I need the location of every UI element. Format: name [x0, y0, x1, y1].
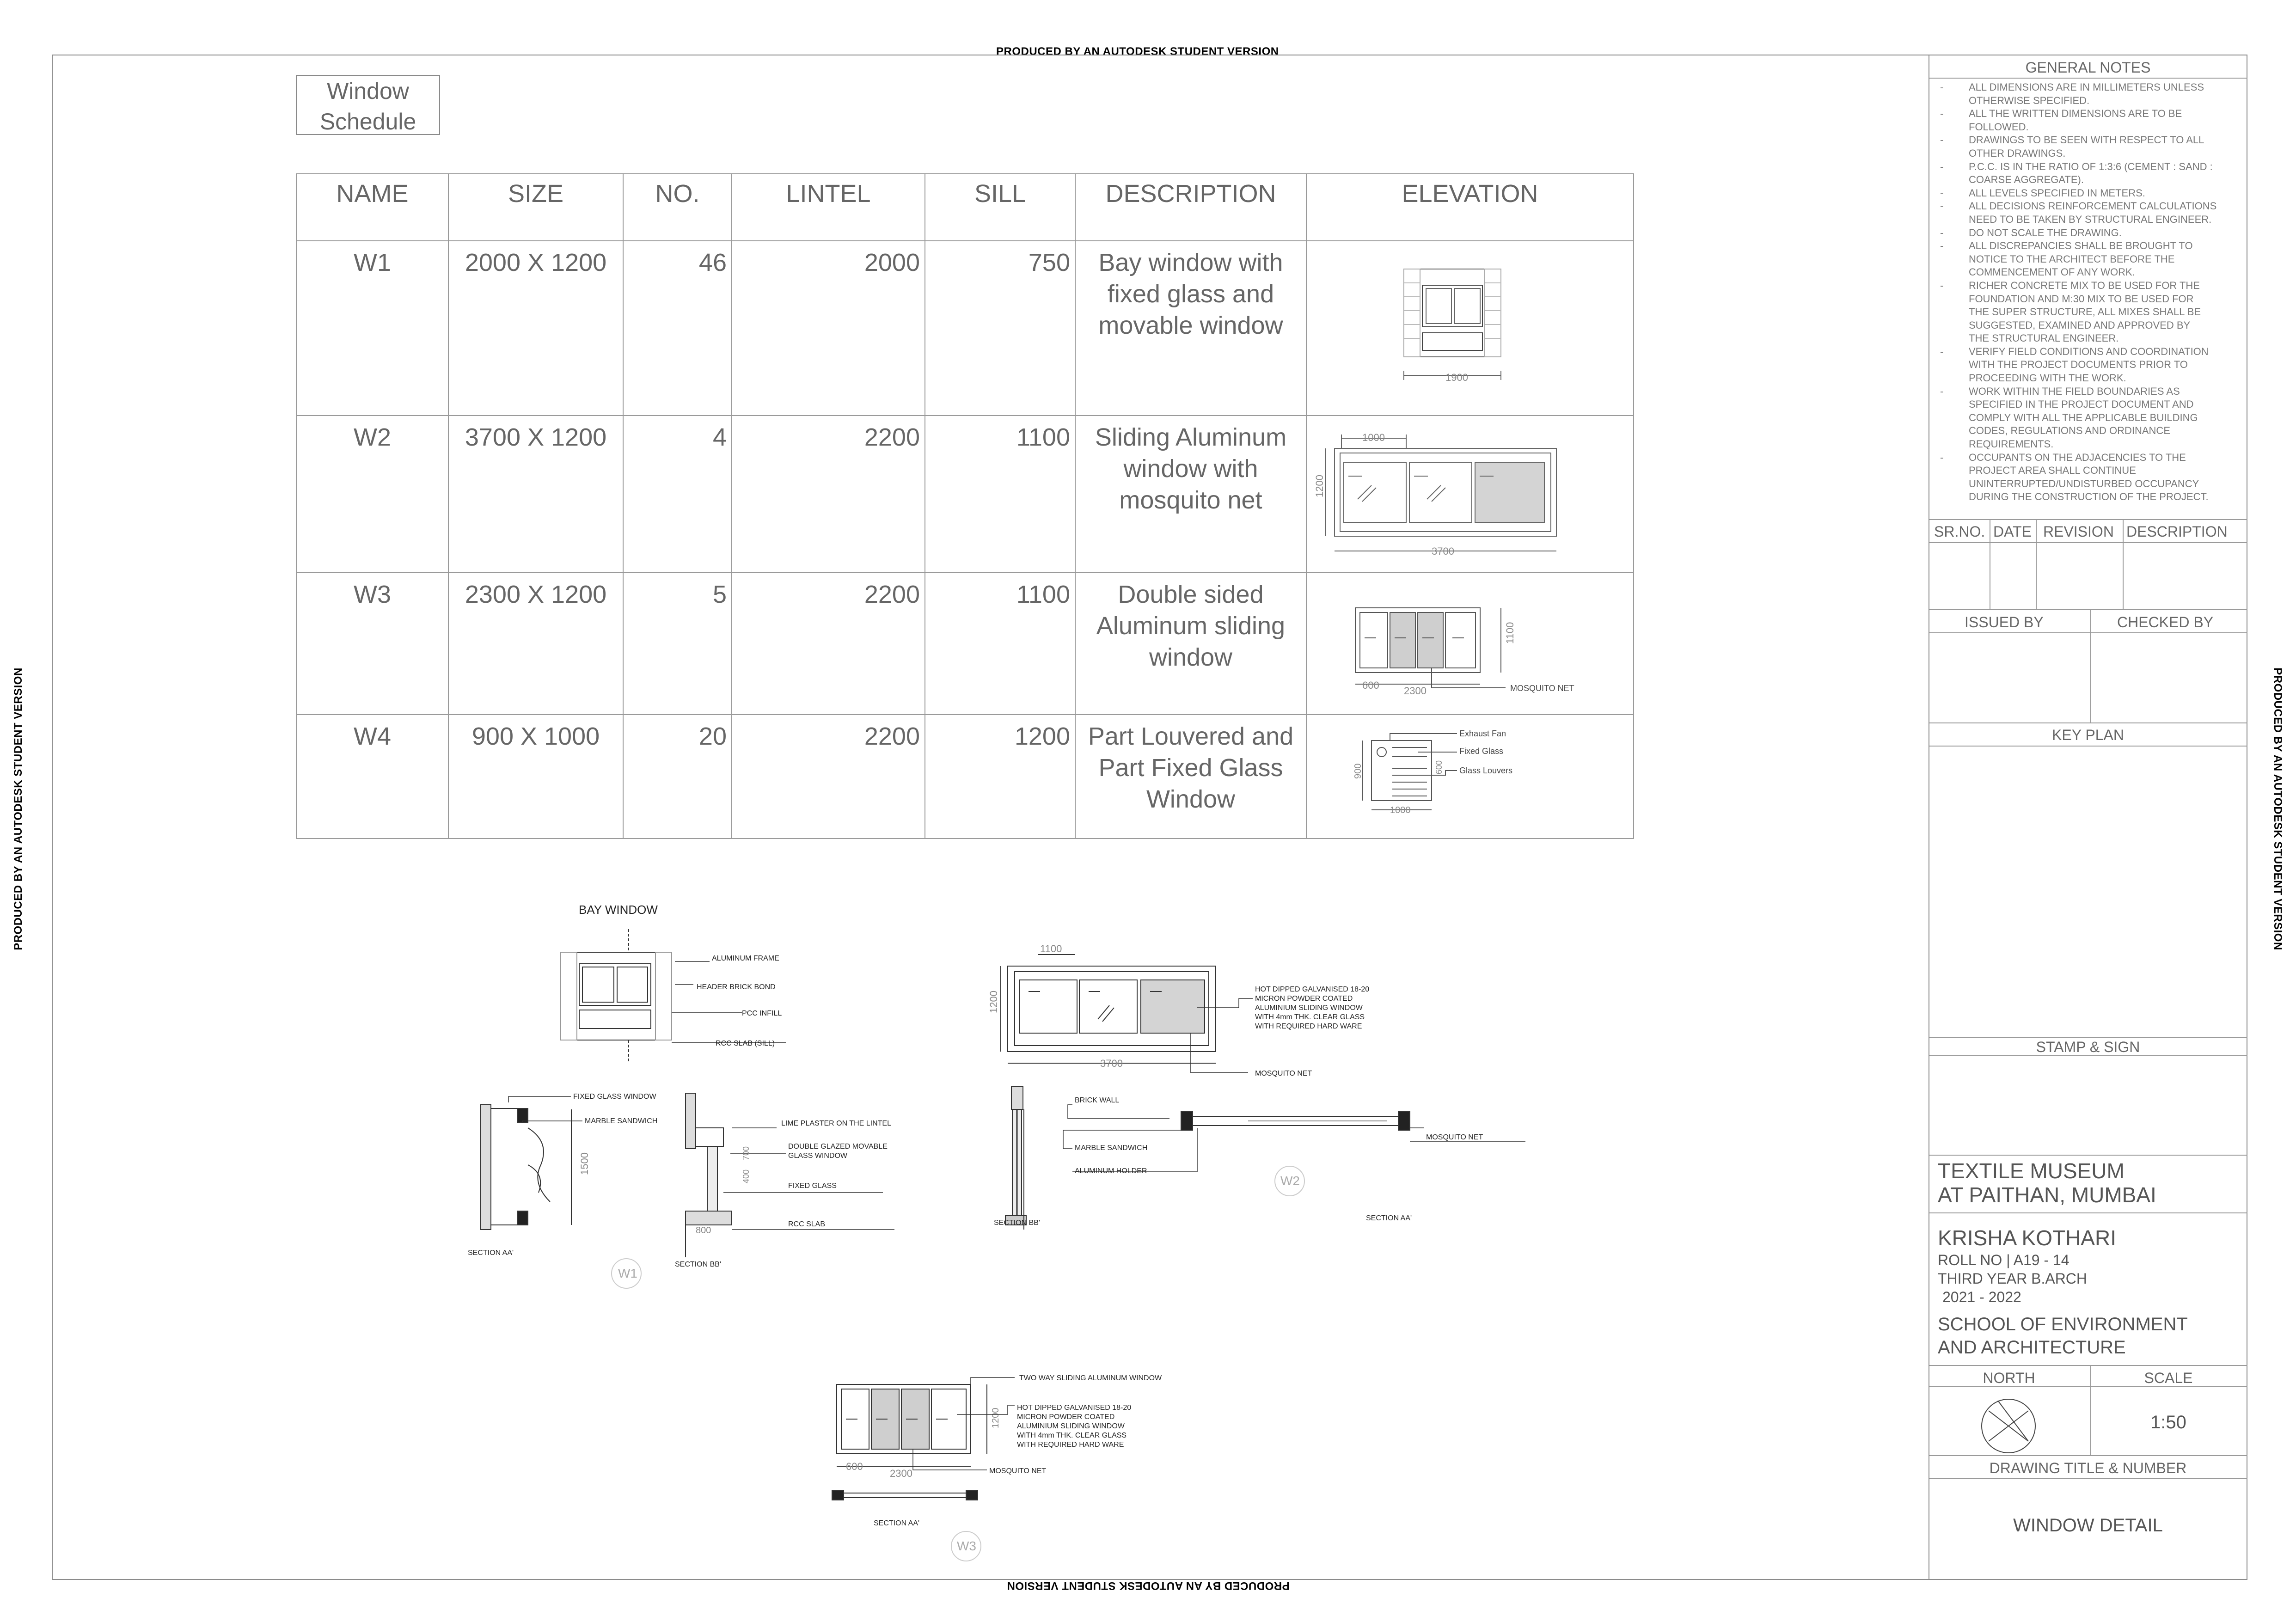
- table-header-row: [296, 174, 1634, 241]
- w3-note-line3: ALUMINIUM SLIDING WINDOW: [1017, 1422, 1125, 1430]
- cell-name: W4: [296, 715, 448, 839]
- school-line1: SCHOOL OF ENVIRONMENT: [1938, 1314, 2188, 1334]
- tb-rule: [1929, 1478, 2247, 1479]
- w2-note-line5: WITH REQUIRED HARD WARE: [1255, 1022, 1362, 1030]
- note-line: - OCCUPANTS ON THE ADJACENCIES TO THE: [1969, 451, 2186, 463]
- note-line: COMPLY WITH ALL THE APPLICABLE BUILDING: [1969, 411, 2198, 423]
- w2-sec-mosquito-label: MOSQUITO NET: [1426, 1133, 1483, 1141]
- school-line2: AND ARCHITECTURE: [1938, 1337, 2126, 1358]
- tb-rule: [1929, 1155, 2247, 1156]
- tb-rule: [1929, 609, 2247, 610]
- window-details-drawing: [453, 888, 1562, 1562]
- note-line: REQUIREMENTS.: [1969, 438, 2054, 450]
- w3-detail-dim-side: 1200: [991, 1408, 1001, 1428]
- tb-rule: [1929, 1212, 2247, 1213]
- watermark-bottom: PRODUCED BY AN AUTODESK STUDENT VERSION: [1007, 1579, 1290, 1592]
- tb-rule: [1929, 1037, 2247, 1038]
- w4-elevation-drawing: [1307, 715, 1633, 837]
- academic-year: THIRD YEAR B.ARCH: [1938, 1270, 2088, 1287]
- note-line: UNINTERRUPTED/UNDISTURBED OCCUPANCY: [1969, 477, 2199, 490]
- w4-louvers-label: Glass Louvers: [1459, 766, 1513, 775]
- cell-elevation: [1306, 416, 1634, 573]
- cell-sill: 750: [925, 241, 1075, 416]
- general-notes-title: GENERAL NOTES: [2025, 59, 2151, 76]
- cell-size: 2000 X 1200: [448, 241, 623, 416]
- w1-section-bb-caption: SECTION BB': [675, 1261, 721, 1268]
- revision-header-srno: SR.NO.: [1934, 523, 1985, 540]
- w2-note-line3: ALUMINIUM SLIDING WINDOW: [1255, 1004, 1363, 1012]
- cell-no: 5: [623, 573, 732, 715]
- w4-dim-bottom: 1000: [1390, 805, 1411, 815]
- w1-label-pcc: PCC INFILL: [742, 1010, 782, 1017]
- note-line: - ALL DISCREPANCIES SHALL BE BROUGHT TO: [1969, 240, 2193, 252]
- drawing-title-label: DRAWING TITLE & NUMBER: [1989, 1460, 2187, 1476]
- w1-sec-aa-dim: 1500: [579, 1152, 590, 1175]
- header-size: SIZE: [448, 174, 623, 241]
- cell-name: W2: [296, 416, 448, 573]
- cell-description: [1075, 241, 1306, 416]
- cell-no: 20: [623, 715, 732, 839]
- cell-size: 3700 X 1200: [448, 416, 623, 573]
- tb-rule: [2123, 519, 2124, 609]
- cell-sill: 1100: [925, 416, 1075, 573]
- w3-mosquito-label: MOSQUITO NET: [989, 1467, 1047, 1475]
- w1-sec-bb-label-double: DOUBLE GLAZED MOVABLE: [788, 1143, 888, 1151]
- drawing-title: WINDOW DETAIL: [2013, 1515, 2163, 1536]
- header-lintel: LINTEL: [732, 174, 925, 241]
- w1-label-rcc: RCC SLAB (SILL): [716, 1040, 775, 1047]
- note-line: COMMENCEMENT OF ANY WORK.: [1969, 266, 2135, 278]
- note-line: NEED TO BE TAKEN BY STRUCTURAL ENGINEER.: [1969, 213, 2212, 225]
- watermark-top: PRODUCED BY AN AUTODESK STUDENT VERSION: [996, 45, 1279, 58]
- w1-dim-label: 1900: [1445, 372, 1468, 383]
- project-title-line2: AT PAITHAN, MUMBAI: [1938, 1183, 2156, 1207]
- w3-note-line5: WITH REQUIRED HARD WARE: [1017, 1441, 1124, 1449]
- table-row: [296, 241, 1634, 416]
- w2-note-line1: HOT DIPPED GALVANISED 18-20: [1255, 985, 1370, 993]
- tb-rule: [1929, 78, 2247, 79]
- cell-lintel: 2200: [732, 573, 925, 715]
- note-line: PROCEEDING WITH THE WORK.: [1969, 372, 2126, 384]
- note-line: - DRAWINGS TO BE SEEN WITH RESPECT TO ALL: [1969, 134, 2204, 146]
- w3-top-label: TWO WAY SLIDING ALUMINUM WINDOW: [1019, 1374, 1162, 1382]
- w2-note-line4: WITH 4mm THK. CLEAR GLASS: [1255, 1013, 1365, 1021]
- note-line: - ALL THE WRITTEN DIMENSIONS ARE TO BE: [1969, 108, 2182, 120]
- session: 2021 - 2022: [1942, 1289, 2021, 1305]
- table-row: [296, 416, 1634, 573]
- desc-line: fixed glass and: [1107, 280, 1274, 308]
- note-line: OTHERWISE SPECIFIED.: [1969, 94, 2090, 106]
- w1-section-aa-caption: SECTION AA': [468, 1249, 514, 1257]
- note-item: [1935, 239, 2240, 279]
- w1-label-header: HEADER BRICK BOND: [697, 983, 776, 991]
- w1-sec-bb-dim-700: 700: [741, 1146, 751, 1160]
- note-item: [1935, 200, 2240, 226]
- cell-name: W3: [296, 573, 448, 715]
- note-item: [1935, 226, 2240, 240]
- note-line: - DO NOT SCALE THE DRAWING.: [1969, 226, 2122, 239]
- tb-rule: [1929, 1365, 2247, 1366]
- w2-mosquito-label: MOSQUITO NET: [1255, 1070, 1312, 1077]
- note-line: PROJECT AREA SHALL CONTINUE: [1969, 465, 2136, 477]
- desc-line: Part Louvered and: [1088, 722, 1294, 750]
- student-name: KRISHA KOTHARI: [1938, 1226, 2116, 1250]
- schedule-title-line2: Schedule: [319, 109, 416, 135]
- w1-elevation-drawing: [1307, 241, 1633, 414]
- north-label: NORTH: [1983, 1370, 2035, 1386]
- watermark-right: PRODUCED BY AN AUTODESK STUDENT VERSION: [2272, 667, 2284, 950]
- tb-rule: [1929, 746, 2247, 747]
- note-line: - VERIFY FIELD CONDITIONS AND COORDINATION: [1969, 345, 2209, 357]
- cell-elevation: [1306, 715, 1634, 839]
- header-name: NAME: [296, 174, 448, 241]
- w2-sec-label-brick: BRICK WALL: [1075, 1096, 1120, 1104]
- note-line: OTHER DRAWINGS.: [1969, 147, 2066, 159]
- schedule-title-box: [296, 75, 440, 135]
- cell-elevation: [1306, 241, 1634, 416]
- w2-detail-dim-bottom: 3700: [1100, 1058, 1123, 1069]
- roll-no: ROLL NO | A19 - 14: [1938, 1252, 2069, 1268]
- w1-tag: W1: [618, 1266, 637, 1280]
- desc-line: Part Fixed Glass: [1098, 754, 1283, 782]
- desc-line: Window: [1146, 785, 1236, 813]
- w4-fixed-label: Fixed Glass: [1459, 747, 1504, 756]
- note-line: NOTICE TO THE ARCHITECT BEFORE THE: [1969, 253, 2175, 265]
- checked-by-label: CHECKED BY: [2117, 614, 2214, 630]
- w4-dim-inner: 600: [1434, 760, 1444, 774]
- watermark-left: PRODUCED BY AN AUTODESK STUDENT VERSION: [12, 667, 24, 950]
- w2-dim-top: 1000: [1362, 432, 1385, 443]
- w1-sec-bb-label-glass: GLASS WINDOW: [788, 1152, 848, 1160]
- note-line: - P.C.C. IS IN THE RATIO OF 1:3:6 (CEMENT : SAND :: [1969, 160, 2213, 172]
- cell-lintel: 2200: [732, 416, 925, 573]
- note-line: - ALL DIMENSIONS ARE IN MILLIMETERS UNLESS: [1969, 81, 2204, 93]
- note-line: THE STRUCTURAL ENGINEER.: [1969, 332, 2119, 344]
- w4-dim-side: 900: [1353, 763, 1363, 779]
- project-title-line1: TEXTILE MUSEUM: [1938, 1159, 2125, 1183]
- w3-elevation-drawing: [1307, 573, 1633, 713]
- w2-detail-dim-top: 1100: [1040, 943, 1062, 955]
- note-line: CODES, REGULATIONS AND ORDINANCE: [1969, 425, 2170, 437]
- cell-sill: 1200: [925, 715, 1075, 839]
- w3-dim-a: 600: [1362, 679, 1379, 691]
- w4-fan-label: Exhaust Fan: [1459, 729, 1506, 738]
- w3-note-line2: MICRON POWDER COATED: [1017, 1413, 1115, 1421]
- note-item: [1935, 160, 2240, 187]
- note-line: SPECIFIED IN THE PROJECT DOCUMENT AND: [1969, 398, 2194, 410]
- cell-no: 46: [623, 241, 732, 416]
- window-schedule-table: [296, 173, 1634, 839]
- schedule-title-line1: Window: [327, 78, 409, 104]
- desc-line: Double sided: [1118, 581, 1264, 608]
- tb-rule: [1929, 542, 2247, 543]
- note-item: [1935, 107, 2240, 134]
- table-row: [296, 715, 1634, 839]
- issued-by-label: ISSUED BY: [1965, 614, 2044, 630]
- note-line: COARSE AGGREGATE).: [1969, 174, 2084, 186]
- note-line: - RICHER CONCRETE MIX TO BE USED FOR THE: [1969, 279, 2200, 291]
- revision-header-description: DESCRIPTION: [2126, 523, 2228, 540]
- w2-tag: W2: [1280, 1174, 1300, 1188]
- tb-rule: [2036, 519, 2037, 609]
- student-info: [1938, 1225, 2188, 1359]
- note-item: [1935, 134, 2240, 160]
- cell-description: [1075, 573, 1306, 715]
- cell-size: 2300 X 1200: [448, 573, 623, 715]
- note-line: THE SUPER STRUCTURE, ALL MIXES SHALL BE: [1969, 306, 2201, 318]
- cell-name: W1: [296, 241, 448, 416]
- tb-rule: [1929, 632, 2247, 633]
- cell-size: 900 X 1000: [448, 715, 623, 839]
- w2-section-aa-caption: SECTION AA': [1366, 1214, 1412, 1222]
- w3-detail-dim-b: 2300: [890, 1468, 912, 1479]
- tb-rule: [1929, 519, 2247, 520]
- key-plan-label: KEY PLAN: [2052, 727, 2124, 743]
- w3-dim-b: 2300: [1404, 685, 1427, 697]
- header-elevation: ELEVATION: [1306, 174, 1634, 241]
- desc-line: Bay window with: [1098, 249, 1283, 276]
- w3-section-aa-caption: SECTION AA': [874, 1519, 920, 1527]
- note-line: SUGGESTED, EXAMINED AND APPROVED BY: [1969, 319, 2191, 331]
- w1-sec-aa-label-marble: MARBLE SANDWICH: [585, 1117, 658, 1125]
- stamp-sign-label: STAMP & SIGN: [2036, 1039, 2140, 1055]
- note-line: FOUNDATION AND M:30 MIX TO BE USED FOR: [1969, 293, 2194, 305]
- cell-sill: 1100: [925, 573, 1075, 715]
- note-line: FOLLOWED.: [1969, 121, 2029, 133]
- w2-sec-label-holder: ALUMINUM HOLDER: [1075, 1167, 1147, 1175]
- desc-line: window: [1149, 643, 1233, 671]
- w2-note-line2: MICRON POWDER COATED: [1255, 995, 1353, 1003]
- tb-rule: [1929, 1455, 2247, 1456]
- cell-no: 4: [623, 416, 732, 573]
- w3-mosquito-label: MOSQUITO NET: [1510, 684, 1574, 693]
- north-arrow-icon: [1979, 1397, 2038, 1455]
- scale-label: SCALE: [2144, 1370, 2193, 1386]
- note-item: [1935, 345, 2240, 385]
- note-line: - ALL LEVELS SPECIFIED IN METERS.: [1969, 187, 2145, 199]
- header-description: DESCRIPTION: [1075, 174, 1306, 241]
- header-no: NO.: [623, 174, 732, 241]
- w3-note-line1: HOT DIPPED GALVANISED 18-20: [1017, 1404, 1132, 1412]
- w1-detail-title: BAY WINDOW: [579, 903, 658, 917]
- tb-rule: [2090, 609, 2091, 722]
- w1-sec-bb-dim-800: 800: [696, 1225, 711, 1236]
- cell-description: [1075, 715, 1306, 839]
- general-notes-list: [1935, 81, 2240, 504]
- w1-sec-bb-label-lime: LIME PLASTER ON THE LINTEL: [781, 1120, 891, 1127]
- cell-description: [1075, 416, 1306, 573]
- w3-tag: W3: [957, 1539, 976, 1553]
- w1-sec-bb-label-fixed: FIXED GLASS: [788, 1182, 837, 1190]
- w3-detail-dim-a: 600: [846, 1461, 863, 1472]
- desc-line: Sliding Aluminum: [1095, 423, 1287, 451]
- revision-header-revision: REVISION: [2043, 523, 2114, 540]
- cell-lintel: 2200: [732, 715, 925, 839]
- note-item: [1935, 279, 2240, 345]
- w3-dim-side: 1100: [1504, 622, 1516, 644]
- desc-line: window with: [1123, 455, 1258, 483]
- project-title: [1938, 1159, 2156, 1207]
- w2-sec-label-marble: MARBLE SANDWICH: [1075, 1144, 1148, 1152]
- w1-label-frame: ALUMINUM FRAME: [712, 955, 779, 962]
- w1-sec-bb-label-rcc: RCC SLAB: [788, 1220, 826, 1228]
- w1-sec-aa-label-fixed: FIXED GLASS WINDOW: [573, 1093, 656, 1101]
- w1-sec-bb-dim-400: 400: [741, 1169, 751, 1183]
- scale-value: 1:50: [2150, 1412, 2186, 1432]
- w2-section-bb-caption: SECTION BB': [994, 1219, 1040, 1227]
- note-line: - ALL DECISIONS REINFORCEMENT CALCULATIONS: [1969, 200, 2217, 212]
- desc-line: Aluminum sliding: [1096, 612, 1286, 640]
- note-line: DURING THE CONSTRUCTION OF THE PROJECT.: [1969, 491, 2209, 503]
- w3-note-line4: WITH 4mm THK. CLEAR GLASS: [1017, 1432, 1127, 1439]
- note-item: [1935, 385, 2240, 451]
- w2-dim-side: 1200: [1314, 475, 1325, 497]
- note-line: WITH THE PROJECT DOCUMENTS PRIOR TO: [1969, 359, 2188, 371]
- cell-lintel: 2000: [732, 241, 925, 416]
- desc-line: mosquito net: [1119, 486, 1262, 514]
- desc-line: movable window: [1098, 312, 1283, 339]
- revision-header-date: DATE: [1993, 523, 2032, 540]
- w2-dim-bottom: 3700: [1432, 545, 1454, 557]
- w2-elevation-drawing: [1307, 416, 1633, 571]
- cell-elevation: [1306, 573, 1634, 715]
- table-row: [296, 573, 1634, 715]
- tb-rule: [1929, 722, 2247, 723]
- header-sill: SILL: [925, 174, 1075, 241]
- note-item: [1935, 81, 2240, 107]
- note-item: [1935, 187, 2240, 200]
- note-item: [1935, 451, 2240, 504]
- w2-detail-dim-side: 1200: [988, 991, 999, 1013]
- note-line: - WORK WITHIN THE FIELD BOUNDARIES AS: [1969, 385, 2180, 397]
